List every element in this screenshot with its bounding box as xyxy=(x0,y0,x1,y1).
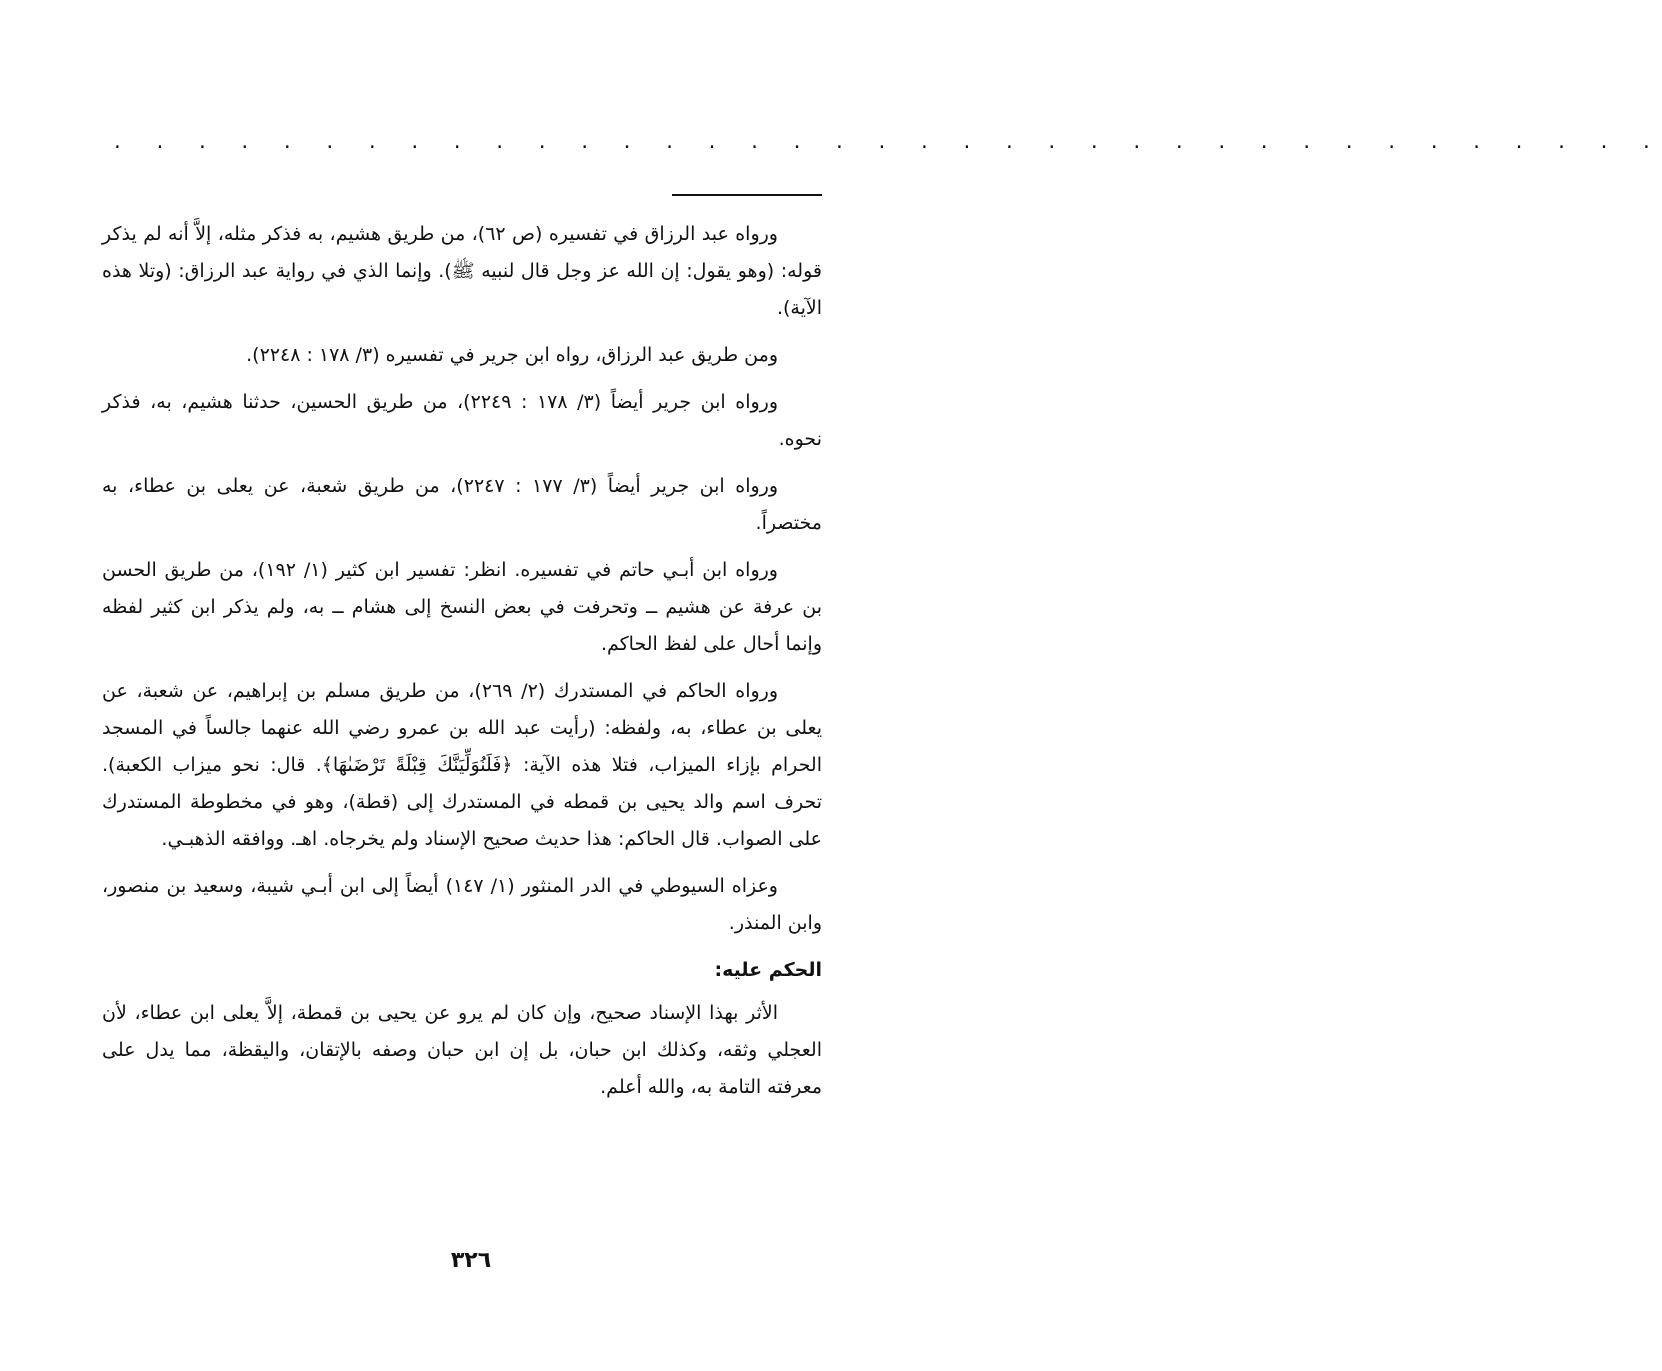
paragraph-ibn-abi-hatim: ورواه ابن أبـي حاتم في تفسيره. انظر: تفسير ابن كثير (١/ ١٩٢)، من طريق الحسن بن عرفة عن هشيم ــ وتحرفت في بعض النسخ إلى هشام ــ به، ولم يذكر ابن كثير لفظه وإنما أحال على لفظ الحاكم. xyxy=(102,559,822,655)
paragraph-abdulrazzaq: ورواه عبد الرزاق في تفسيره (ص ٦٢)، من طريق هشيم، به فذكر مثله، إلاَّ أنه لم يذكر قوله: (وهو يقول: إن الله عز وجل قال لنبيه ﷺ). وإنما الذي في رواية عبد الرزاق: (وتلا هذه الآية). xyxy=(102,223,822,319)
paragraph-suyuti: وعزاه السيوطي في الدر المنثور (١/ ١٤٧) أيضاً إلى ابن أبـي شيبة، وسعيد بن منصور، وابن المنذر. xyxy=(102,875,822,934)
dotted-separator: . . . . . . . . . . . . . . . . . . . . . . . . . . . . . . . . . . . . . xyxy=(112,132,1662,153)
ruling-text: الأثر بهذا الإسناد صحيح، وإن كان لم يرو عن يحيى بن قمطة، إلاَّ يعلى ابن عطاء، لأن العجلي وثقه، وكذلك ابن حبان، بل إن ابن حبان وصفه بالإتقان، واليقظة، مما يدل على معرفته التامة به، والله أعلم. xyxy=(102,1002,822,1098)
ruling-heading: الحكم عليه: xyxy=(714,959,822,981)
paragraph-hakim: ورواه الحاكم في المستدرك (٢/ ٢٦٩)، من طريق مسلم بن إبراهيم، عن شعبة، عن يعلى بن عطاء، به، ولفظه: (رأيت عبد الله بن عمرو رضي الله عنهما جالساً في المسجد الحرام بإزاء الميزاب، فتلا هذه الآية: ﴿فَلَنُوَلِّيَنَّكَ قِبْلَةً تَرْضَىٰهَا﴾. قال: نحو ميزاب الكعبة). تحرف اسم والد يحيى بن قمطه في المستدرك إلى (قطة)، وهو في مخطوطة المستدرك على الصواب. قال الحاكم: هذا حديث صحيح الإسناد ولم يخرجاه. اهـ. ووافقه الذهبـي. xyxy=(102,680,822,850)
paragraph-ibn-jarir-2: ورواه ابن جرير أيضاً (٣/ ١٧٨ : ٢٢٤٩)، من طريق الحسين، حدثنا هشيم، به، فذكر نحوه. xyxy=(102,391,822,450)
paragraph-ibn-jarir-1: ومن طريق عبد الرزاق، رواه ابن جرير في تفسيره (٣/ ١٧٨ : ٢٢٤٨). xyxy=(246,344,778,366)
page-number: ٣٢٦ xyxy=(450,1248,492,1273)
paragraph-ibn-jarir-3: ورواه ابن جرير أيضاً (٣/ ١٧٧ : ٢٢٤٧)، من طريق شعبة، عن يعلى بن عطاء، به مختصراً. xyxy=(102,475,822,534)
footnote-body xyxy=(102,216,822,1116)
footnote-rule xyxy=(672,194,822,196)
